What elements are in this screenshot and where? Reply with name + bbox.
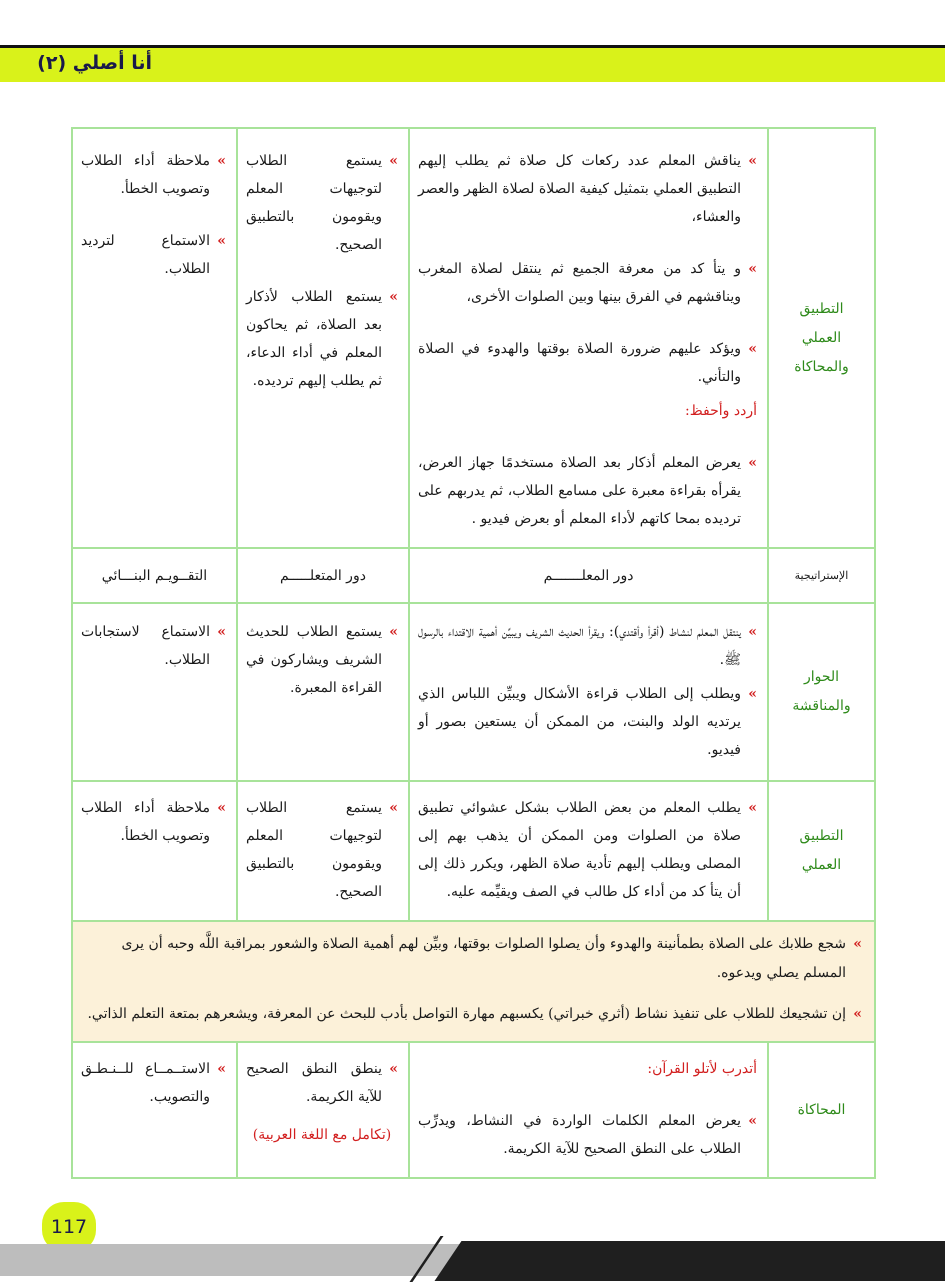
learner-role-cell [237,603,409,781]
teacher-note [72,921,875,1042]
table-row-practical [72,781,875,921]
learner-role-cell [237,1042,409,1178]
header-assessment-label: التقــويـم البنـــائي [101,567,208,584]
strategy-cell [768,603,875,781]
learner-role-cell [237,128,409,548]
table-header-row [72,548,875,603]
header-learner-label: دور المتعلـــــم [280,567,366,584]
header-assessment [72,548,237,603]
assessment-item: » ملاحظة أداء الطلاب وتصويب الخطأ. [81,794,226,850]
strategy-line: المحاكاة [797,1101,846,1118]
teacher-step: » ويؤكد عليهم ضرورة الصلاة بوقتها والهدوء في الصلاة والتأني. [418,335,757,391]
learner-step: » يستمع الطلاب لتوجيهات المعلم ويقومون بالتطبيق الصحيح. [246,794,398,906]
table-row-practical-simulation [72,128,875,548]
teacher-role-cell [409,603,768,781]
header-banner [0,48,945,82]
assessment-item: » الاستماع لاستجابات الطلاب. [81,618,226,674]
teacher-note-row [72,921,875,1042]
strategy-line: الحوار [803,669,840,685]
header-teacher-label: دور المعلـــــــم [543,567,634,584]
learner-step: » يستمع الطلاب لتوجيهات المعلم ويقومون بالتطبيق الصحيح. [246,147,398,259]
strategy-line: والمحاكاة [794,358,849,375]
teacher-step: » يعرض المعلم الكلمات الواردة في النشاط، ويدرِّب الطلاب على النطق الصحيح للآية الكريمة. [418,1107,757,1163]
lesson-plan-table [71,127,876,1179]
learner-role-cell [237,781,409,921]
assessment-cell [72,781,237,921]
page-number: 117 [42,1202,96,1252]
strategy-line: العملي [801,329,842,346]
integration-note: (تكامل مع اللغة العربية) [252,1127,392,1143]
assessment-cell [72,1042,237,1178]
activity-subtitle: أردد وأحفظ: [685,403,757,419]
teacher-step: » يناقش المعلم عدد ركعات كل صلاة ثم يطلب إليهم التطبيق العملي بتمثيل كيفية الصلاة لصلاة الظهر والعصر والعشاء، [418,147,757,231]
teacher-step: » يعرض المعلم أذكار بعد الصلاة مستخدمًا جهاز العرض، يقرأه بقراءة معبرة على مسامع الطلاب، ثم يدربهم على ترديده بمحا كاتهم لأداء المعلم أو بعرض فيديو . [418,449,757,533]
footer-top-line [470,1241,945,1243]
table-row-dialogue [72,603,875,781]
header-learner [237,548,409,603]
teacher-role-cell [409,781,768,921]
learner-step: » ينطق النطق الصحيح للآية الكريمة. [246,1055,398,1111]
header-strategy-label: الإستراتيجية [794,569,849,582]
header-strategy [768,548,875,603]
teacher-role-cell [409,1042,768,1178]
header-teacher [409,548,768,603]
teacher-step: » ينتقل المعلم لنشاط (أقرأ وأقتدي): ويقرأ الحديث الشريف ويبيِّن أهمية الاقتداء بالرسول ﷺ. [418,618,757,674]
assessment-cell [72,128,237,548]
assessment-item: » الاستماع لترديد الطلاب. [81,227,226,283]
lesson-title: أنا أصلي (٢) [37,52,152,74]
strategy-line: التطبيق [799,828,844,844]
assessment-item: » ملاحظة أداء الطلاب وتصويب الخطأ. [81,147,226,203]
strategy-line: والمناقشة [792,698,851,714]
note-item: » إن تشجيعك للطلاب على تنفيذ نشاط (أثري خبراتي) يكسبهم مهارة التواصل بأدب للبحث عن المعرفة، ويشعرهم بمتعة التعلم الذاتي. [83,1000,862,1029]
strategy-cell [768,128,875,548]
note-item: » شجع طلابك على الصلاة بطمأنينة والهدوء وأن يصلوا الصلوات بوقتها، وبيِّن لهم أهمية الصلاة والشعور بمراقبة اللَّه وحبه أن يرى المسلم يصلي ويدعوه. [83,930,862,988]
activity-subtitle: أتدرب لأتلو القرآن: [647,1061,757,1077]
strategy-line: العملي [801,857,842,873]
strategy-cell [768,1042,875,1178]
assessment-cell [72,603,237,781]
table-row-simulation [72,1042,875,1178]
footer-dark-band [435,1241,945,1281]
learner-step: » يستمع الطلاب لأذكار بعد الصلاة، ثم يحاكون المعلم في أداء الدعاء، ثم يطلب إليهم ترديده. [246,283,398,395]
strategy-line: التطبيق [799,300,844,317]
learner-step: » يستمع الطلاب للحديث الشريف ويشاركون في القراءة المعبرة. [246,618,398,702]
teacher-step: » ويطلب إلى الطلاب قراءة الأشكال ويبيِّن اللباس الذي يرتديه الولد والبنت، من الممكن أن يستعين بصور أو فيديو. [418,680,757,764]
assessment-item: » الاستــمــاع للــنـطـق والتصويب. [81,1055,226,1111]
teacher-step: » يطلب المعلم من بعض الطلاب بشكل عشوائي تطبيق صلاة من الصلوات ومن الممكن أن يذهب بهم إلى المصلى ويطلب إليهم تأدية صلاة الظهر، ويكرر ذلك إلى أن يتأ كد من أداء كل طالب في الصف ويقيِّمه عليه. [418,794,757,906]
teacher-role-cell [409,128,768,548]
teacher-step: » و يتأ كد من معرفة الجميع ثم ينتقل لصلاة المغرب ويناقشهم في الفرق بينها وبين الصلوات الأخرى، [418,255,757,311]
strategy-cell [768,781,875,921]
